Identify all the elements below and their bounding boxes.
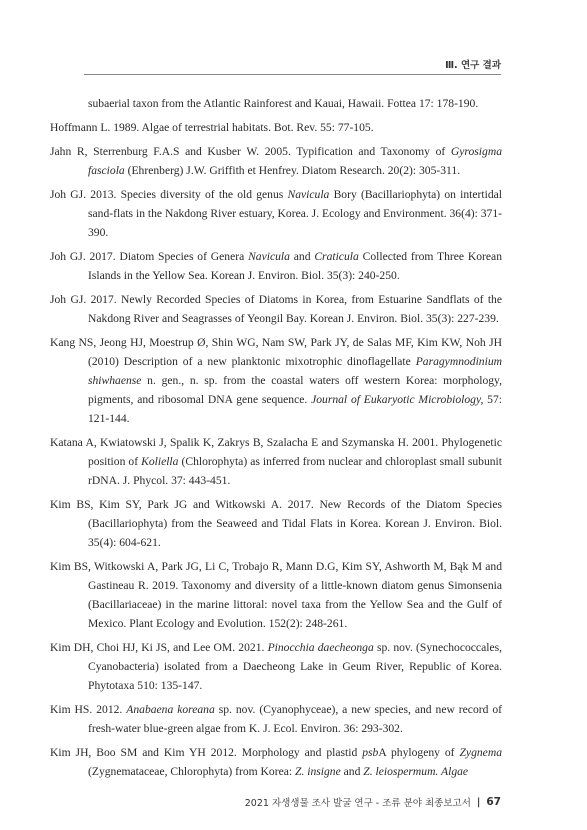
reference-text: Kim JH, Boo SM and Kim YH 2012. Morphology and plastid [50, 746, 363, 759]
reference-text: (Chlorophyta) as inferred from nuclear and chloroplast small subunit rDNA. J. Phycol. 37: 443-451. [88, 455, 502, 487]
reference-italic-text: Paragymnodinium shiwhaense [88, 355, 502, 387]
reference-entry [50, 185, 502, 242]
reference-entry [50, 290, 502, 328]
reference-text: Hoffmann L. 1989. Algae of terrestrial habitats. Bot. Rev. 55: 77-105. [50, 121, 374, 134]
reference-entry [50, 333, 502, 428]
reference-entry [50, 495, 502, 552]
page-footer [245, 795, 501, 809]
reference-entry [50, 557, 502, 633]
reference-text: Bory (Bacillariophyta) on intertidal sand-flats in the Nakdong River estuary, Korea. J. Ecology and Environment. 36(4): 371-390. [88, 188, 503, 239]
reference-entry [50, 700, 502, 738]
reference-text: sp. nov. (Synechococcales, Cyanobacteria) isolated from a Daecheong Lake in Geum River, Republic of Korea. Phytotaxa 510: 135-147. [88, 641, 502, 692]
reference-text: Kim BS, Witkowski A, Park JG, Li C, Trobajo R, Mann D.G, Kim SY, Ashworth M, Bąk M and Gastineau R. 2019. Taxonomy and diversity of a little-known diatom genus Simonsenia (Bacillariaceae) in the marine littoral: novel taxa from the Yellow Sea and the Gulf of Mexico. Plant Ecology and Evolution. 152(2): 248-261. [50, 560, 502, 630]
reference-italic-text: Gyrosigma fasciola [88, 145, 502, 177]
reference-entry [50, 433, 502, 490]
reference-text: Kim HS. 2012. [50, 703, 127, 716]
reference-italic-text: Craticula [314, 250, 359, 263]
reference-text: Joh GJ. 2013. Species diversity of the old genus [50, 188, 288, 201]
reference-italic-text: psb [362, 746, 379, 759]
reference-text: and [289, 250, 315, 263]
reference-italic-text: Anabaena koreana [126, 703, 215, 716]
reference-text: Joh GJ. 2017. Newly Recorded Species of Diatoms in Korea, from Estuarine Sandflats of the Nakdong River and Seagrasses of Yeongil Bay. Korean J. Environ. Biol. 35(3): 227-239. [50, 293, 502, 325]
reference-list [50, 94, 502, 786]
footer-separator: | [476, 796, 481, 808]
reference-italic-text: Navicula [287, 188, 330, 201]
reference-text: Katana A, Kwiatowski J, Spalik K, Zakrys B, Szalacha E and Szymanska H. 2001. Phylogenetic position of [50, 436, 502, 468]
reference-italic-text: Z. leiospermum. Algae [363, 765, 469, 778]
reference-text: Collected from Three Korean Islands in the Yellow Sea. Korean J. Environ. Biol. 35(3): 240-250. [88, 250, 502, 282]
reference-text: subaerial taxon from the Atlantic Rainforest and Kauai, Hawaii. Fottea 17: 178-190. [88, 97, 479, 110]
reference-text: and [340, 765, 364, 778]
reference-text: (Ehrenberg) J.W. Griffith et Henfrey. Diatom Research. 20(2): 305-311. [124, 164, 461, 177]
reference-text: n. gen., n. sp. from the coastal waters off western Korea: morphology, pigments, and ribosomal DNA gene sequence. [88, 374, 502, 406]
reference-text: Kim BS, Kim SY, Park JG and Witkowski A. 2017. New Records of the Diatom Species (Bacillariophyta) from the Seaweed and Tidal Flats in Korea. Korean J. Environ. Biol. 35(4): 604-621. [50, 498, 502, 549]
reference-text: Jahn R, Sterrenburg F.A.S and Kusber W. 2005. Typification and Taxonomy of [50, 145, 451, 158]
reference-entry [50, 118, 502, 137]
reference-text: (Zygnemataceae, Chlorophyta) from Korea: [88, 765, 295, 778]
reference-italic-text: Koliella [141, 455, 179, 468]
reference-text: Kim DH, Choi HJ, Ki JS, and Lee OM. 2021. [50, 641, 268, 654]
reference-text: A phylogeny of [378, 746, 460, 759]
reference-italic-text: Journal of Eukaryotic Microbiology, [311, 393, 484, 406]
reference-entry [50, 247, 502, 285]
reference-text: 57: 121-144. [88, 393, 502, 425]
reference-entry [50, 743, 502, 781]
reference-italic-text: Navicula [248, 250, 290, 263]
header-rule [84, 74, 501, 75]
page-number: 67 [486, 796, 501, 808]
reference-italic-text: Z. insigne [295, 765, 341, 778]
footer-report-title: 2021 자생생물 조사 발굴 연구 - 조류 분야 최종보고서 [244, 798, 471, 809]
reference-text: sp. nov. (Cyanophyceae), a new species, and new record of fresh-water blue-green algae from K. J. Ecol. Environ. 36: 293-302. [88, 703, 502, 735]
reference-entry [50, 142, 502, 180]
reference-italic-text: Pinocchia daecheonga [267, 641, 374, 654]
reference-entry [50, 638, 502, 695]
reference-entry [50, 94, 502, 113]
reference-text: Joh GJ. 2017. Diatom Species of Genera [50, 250, 249, 263]
reference-italic-text: Zygnema [459, 746, 502, 759]
running-header: Ⅲ. 연구 결과 [445, 60, 501, 71]
reference-text: Kang NS, Jeong HJ, Moestrup Ø, Shin WG, Nam SW, Park JY, de Salas MF, Kim KW, Noh JH (2010) Description of a new planktonic mixotrophic dinoflagellate [50, 336, 502, 368]
